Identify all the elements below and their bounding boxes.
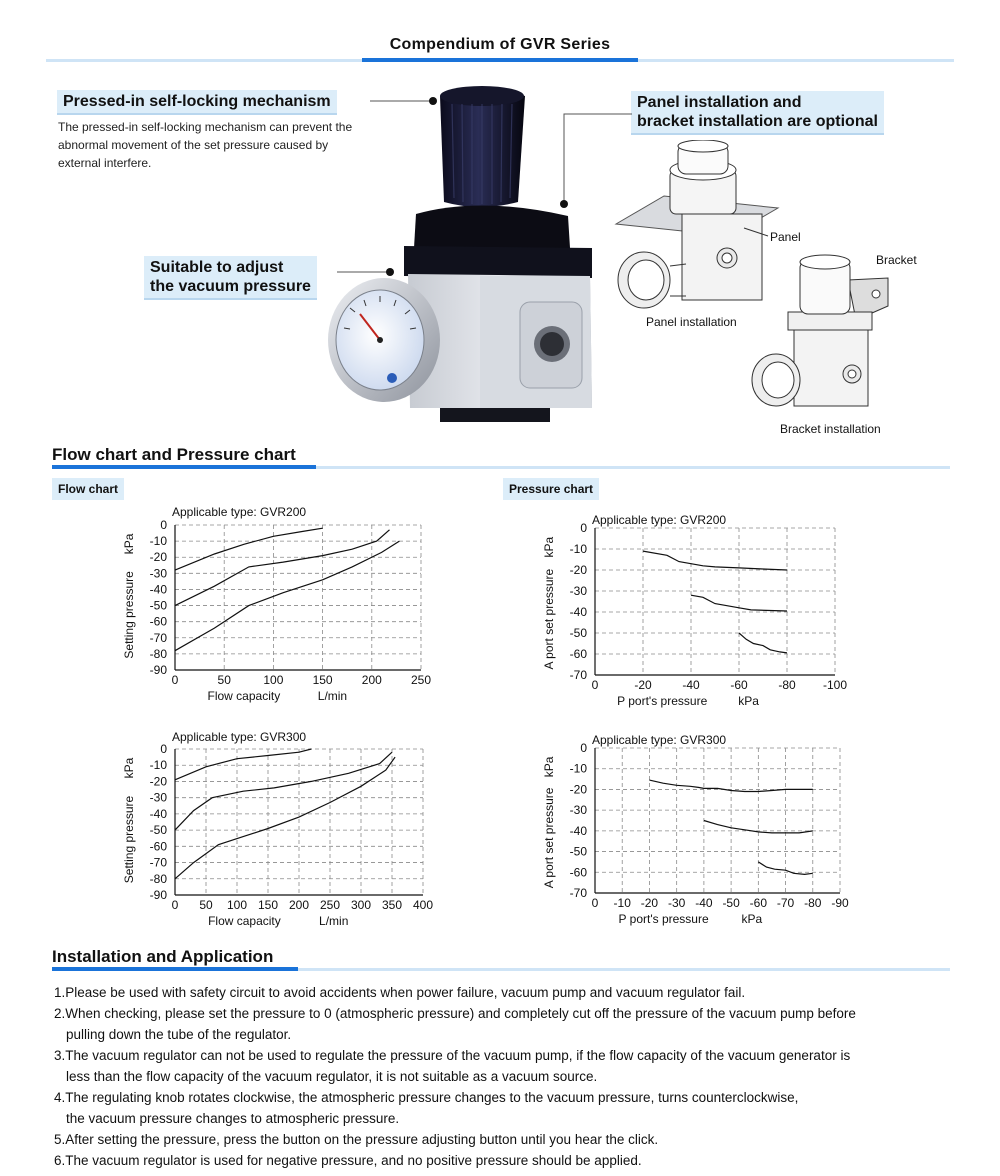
x-tick-label: -20 — [634, 678, 652, 692]
y-tick-label: -70 — [569, 668, 587, 682]
y-tick-label: -20 — [149, 550, 167, 565]
x-axis-label: Flow capacity — [207, 689, 281, 703]
section-rule-accent — [52, 465, 316, 469]
y-tick-label: -20 — [569, 563, 587, 577]
x-axis-label: P port's pressure — [618, 912, 709, 926]
x-tick-label: 0 — [591, 896, 599, 910]
bracket-installation-caption: Bracket installation — [780, 422, 881, 436]
y-axis-label: A port set pressure — [542, 787, 556, 889]
y-tick-label: -50 — [569, 844, 587, 859]
x-tick-label: 200 — [288, 898, 310, 912]
y-tick-label: 0 — [160, 518, 167, 532]
x-tick-label: -50 — [722, 896, 740, 910]
y-tick-label: -30 — [149, 790, 167, 805]
y-tick-label: -10 — [569, 542, 587, 556]
y-tick-label: -60 — [569, 865, 587, 880]
vacuum-callout — [144, 256, 317, 300]
y-tick-label: -60 — [149, 839, 167, 854]
y-tick-label: 0 — [580, 521, 587, 535]
y-tick-label: -40 — [569, 823, 587, 838]
y-axis-label: Setting pressure — [122, 795, 136, 884]
y-tick-label: -90 — [149, 888, 167, 902]
series-line — [643, 551, 787, 570]
x-axis-unit: kPa — [741, 912, 763, 926]
y-tick-label: -50 — [149, 598, 167, 613]
x-tick-label: 350 — [381, 898, 403, 912]
x-axis-unit: L/min — [319, 914, 349, 928]
x-axis-unit: kPa — [738, 694, 759, 708]
bracket-installation-drawing — [748, 250, 908, 420]
x-tick-label: 50 — [217, 673, 231, 687]
x-tick-label: -80 — [804, 896, 822, 910]
flow-chart-tag: Flow chart — [52, 478, 124, 500]
y-tick-label: -30 — [569, 584, 587, 598]
instruction-item: pulling down the tube of the regulator. — [66, 1027, 292, 1042]
chart-title: Applicable type: GVR300 — [172, 730, 307, 744]
y-tick-label: -30 — [569, 803, 587, 818]
self-locking-leader — [370, 94, 440, 108]
x-tick-label: 250 — [319, 898, 341, 912]
x-tick-label: 0 — [171, 898, 179, 912]
y-axis-unit: kPa — [542, 536, 556, 558]
x-tick-label: 50 — [199, 898, 213, 912]
panel-label: Panel — [770, 230, 801, 244]
section-title-charts: Flow chart and Pressure chart — [52, 445, 296, 464]
section-rule-accent — [52, 967, 298, 971]
flow-chart-gvr200 — [100, 500, 460, 710]
self-locking-callout: Pressed-in self-locking mechanism — [57, 90, 337, 115]
instruction-item: 1.Please be used with safety circuit to avoid accidents when power failure, vacuum pump and vacuum regulator fail. — [54, 985, 746, 1000]
section-title-installation: Installation and Application — [52, 947, 274, 966]
x-tick-label: -60 — [749, 896, 768, 910]
x-tick-label: 150 — [257, 898, 279, 912]
x-tick-label: -10 — [613, 896, 631, 910]
panel-installation-caption: Panel installation — [646, 315, 737, 329]
series-line — [175, 749, 311, 780]
y-axis-label: A port set pressure — [542, 568, 556, 670]
y-tick-label: -70 — [149, 855, 167, 870]
y-tick-label: -40 — [569, 605, 587, 619]
instruction-item: the vacuum pressure changes to atmospheric pressure. — [66, 1111, 400, 1126]
y-axis-label: Setting pressure — [122, 571, 136, 659]
y-axis-unit: kPa — [542, 756, 556, 778]
y-tick-label: -70 — [569, 886, 587, 900]
x-tick-label: 300 — [350, 898, 372, 912]
pressure-chart-gvr200 — [530, 508, 860, 708]
panel-bracket-callout — [631, 91, 884, 135]
series-line — [175, 752, 392, 830]
panel-callout-line: Panel installation and — [637, 94, 802, 111]
flow-chart-gvr300 — [100, 725, 460, 935]
y-tick-label: -40 — [149, 806, 167, 821]
desc-line: external interfere. — [58, 156, 152, 170]
vacuum-callout-line: Suitable to adjust — [150, 259, 284, 276]
y-tick-label: -80 — [149, 871, 167, 886]
y-tick-label: -50 — [569, 626, 587, 640]
x-tick-label: -20 — [640, 896, 659, 910]
y-tick-label: -60 — [569, 647, 587, 661]
y-tick-label: -10 — [149, 758, 167, 773]
y-tick-label: -30 — [149, 566, 167, 581]
y-tick-label: -20 — [569, 782, 587, 797]
chart-title: Applicable type: GVR200 — [172, 505, 307, 519]
x-tick-label: -80 — [778, 678, 796, 692]
x-axis-label: Flow capacity — [208, 914, 281, 928]
instruction-item: 4.The regulating knob rotates clockwise, the atmospheric pressure changes to the vacuum pressure, turns counterclockwise, — [54, 1090, 799, 1105]
y-tick-label: -90 — [149, 663, 167, 677]
x-tick-label: -40 — [682, 678, 700, 692]
self-locking-description — [58, 118, 352, 172]
x-tick-label: 0 — [591, 678, 599, 692]
vacuum-callout-line: the vacuum pressure — [150, 278, 311, 295]
y-tick-label: -20 — [149, 774, 167, 789]
y-tick-label: 0 — [580, 741, 587, 755]
x-axis-label: P port's pressure — [617, 694, 708, 708]
y-tick-label: 0 — [160, 742, 167, 756]
x-tick-label: -60 — [730, 678, 748, 692]
x-tick-label: 150 — [312, 673, 333, 687]
instruction-item: 6.The vacuum regulator is used for negative pressure, and no positive pressure should be applied. — [54, 1153, 642, 1168]
panel-callout-line: bracket installation are optional — [637, 113, 878, 130]
vacuum-leader — [337, 266, 397, 278]
y-tick-label: -10 — [569, 761, 587, 776]
instruction-item: 2.When checking, please set the pressure to 0 (atmospheric pressure) and completely cut off the pressure of the vacuum pump before — [54, 1006, 856, 1021]
pressure-chart-gvr300 — [530, 728, 860, 933]
chart-title: Applicable type: GVR200 — [592, 513, 727, 527]
x-tick-label: -30 — [667, 896, 686, 910]
x-tick-label: 0 — [171, 673, 179, 687]
instruction-item: less than the flow capacity of the vacuum regulator, it is not suitable as a vacuum source. — [66, 1069, 598, 1084]
x-tick-label: 250 — [410, 673, 432, 687]
y-axis-unit: kPa — [122, 533, 136, 555]
x-axis-unit: L/min — [317, 689, 348, 703]
x-tick-label: 400 — [412, 898, 434, 912]
y-tick-label: -70 — [149, 630, 167, 645]
x-tick-label: 100 — [226, 898, 248, 912]
bracket-label: Bracket — [876, 253, 917, 267]
chart-title: Applicable type: GVR300 — [592, 733, 727, 747]
x-tick-label: 200 — [361, 673, 382, 687]
x-tick-label: -40 — [695, 896, 713, 910]
x-tick-label: 100 — [263, 673, 284, 687]
x-tick-label: -100 — [822, 678, 848, 692]
series-line — [739, 633, 787, 653]
pressure-chart-tag: Pressure chart — [503, 478, 599, 500]
header-rule-accent — [362, 58, 638, 62]
desc-line: The pressed-in self-locking mechanism can prevent the — [58, 120, 353, 134]
x-tick-label: -70 — [776, 896, 795, 910]
instruction-item: 5.After setting the pressure, press the button on the pressure adjusting button until you hear the click. — [54, 1132, 659, 1147]
page-title: Compendium of GVR Series — [389, 36, 611, 53]
series-line — [175, 757, 395, 879]
instruction-item: 3.The vacuum regulator can not be used to regulate the pressure of the vacuum pump, if the flow capacity of the vacuum generator is — [54, 1048, 851, 1063]
desc-line: abnormal movement of the set pressure caused by — [58, 138, 329, 152]
y-tick-label: -50 — [149, 823, 167, 838]
y-axis-unit: kPa — [122, 757, 136, 779]
x-tick-label: -90 — [831, 896, 849, 910]
y-tick-label: -40 — [149, 582, 167, 597]
series-line — [175, 528, 323, 570]
instruction-list — [54, 982, 856, 1171]
y-tick-label: -80 — [149, 646, 167, 661]
y-tick-label: -60 — [149, 614, 167, 629]
y-tick-label: -10 — [149, 534, 167, 549]
